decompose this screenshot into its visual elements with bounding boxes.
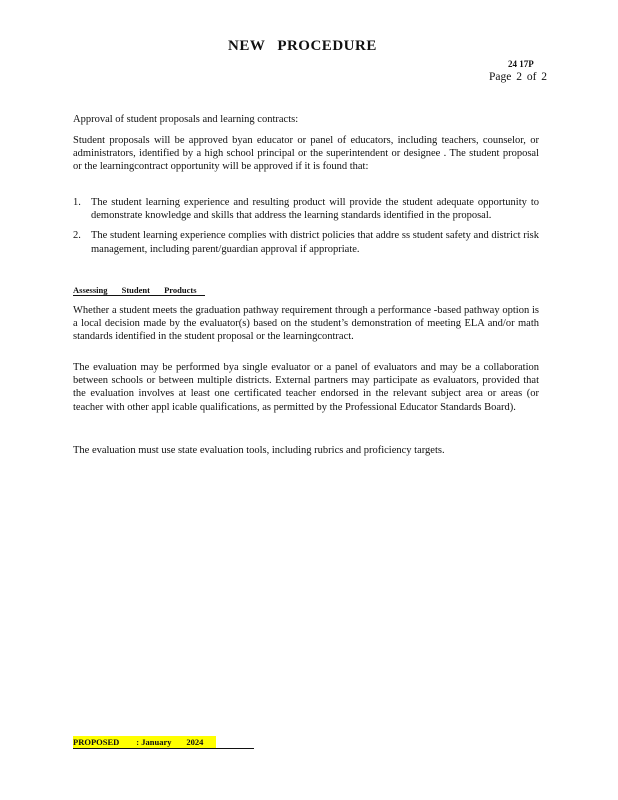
assessing-paragraph-1: Whether a student meets the graduation pathway requirement through a performance -based pathway option is a local decision made by the evaluator(s) based on the student’s demonstration of meeting ELA and/or math standards identified in the student proposal or the learningcontract. [73, 305, 539, 343]
assessing-paragraph-3: The evaluation must use state evaluation tools, including rubrics and proficiency targets. [73, 445, 445, 456]
assessing-paragraph-2: The evaluation may be performed bya single evaluator or a panel of evaluators and may be a collaboration between schools or between multiple districts. External partners may participate as evaluators, provided that the evaluation involves at least one certificated teacher endorsed in the relevant subject area or areas (or teacher with other appl icable qualifications, as permitted by the Professional Educator Standards Board). [73, 362, 539, 413]
footer-status [73, 736, 254, 749]
approval-paragraph: Student proposals will be approved byan educator or panel of educators, including teachers, counselor, or administrators, identified by a high school principal or the superintendent or designee . The student proposal or the learningcontract opportunity will be approved if it is found that: [73, 135, 539, 173]
page-number: Page 2 of 2 [489, 71, 548, 83]
list-number: 1. [73, 197, 81, 208]
page-title: NEW PROCEDURE [228, 38, 377, 54]
list-item [73, 196, 539, 222]
proposed-date-label: PROPOSED : January 2024 [73, 736, 216, 748]
list-text: The student learning experience and resulting product will provide the student adequate opportunity to demonstrate knowledge and skills that address the learning standards identified in the proposal. [91, 197, 539, 222]
list-number: 2. [73, 230, 81, 242]
list-item [73, 229, 539, 255]
list-text: The student learning experience complies with district policies that addre ss student safety and district risk management, including parent/guardian approval if appropriate. [91, 230, 539, 255]
approval-heading: Approval of student proposals and learning contracts: [73, 114, 299, 125]
section-heading: Assessing Student Products [73, 285, 205, 296]
procedure-code: 24 17P [508, 59, 534, 69]
approval-list [73, 196, 539, 256]
